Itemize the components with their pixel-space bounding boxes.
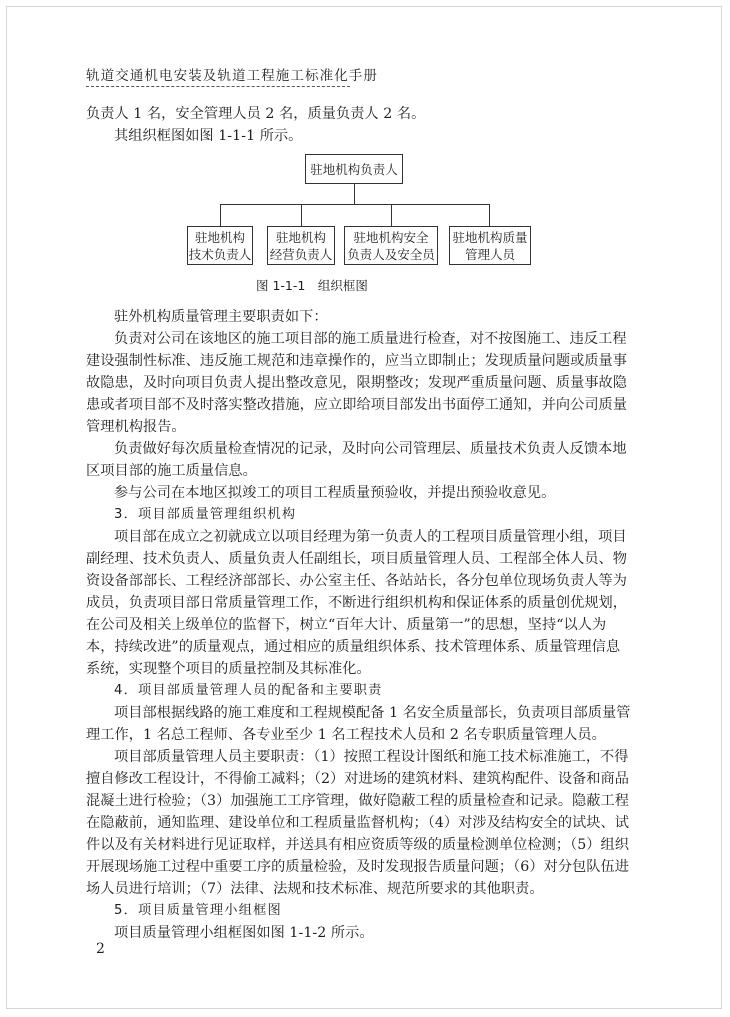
page-number: 2 bbox=[96, 941, 105, 957]
org-connector-drop bbox=[220, 204, 221, 226]
org-child-box bbox=[267, 226, 335, 265]
paragraph-line: 混凝土进行检验；（3）加强施工工序管理，做好隐蔽工程的质量检查和记录。隐蔽工程 bbox=[86, 793, 630, 809]
paragraph-line: 项目部质量管理人员主要职责：（1）按照工程设计图纸和施工技术标准施工，不得 bbox=[114, 749, 629, 765]
paragraph-line: 项目部在成立之初就成立以项目经理为第一负责人的工程项目质量管理小组，项目 bbox=[114, 529, 627, 545]
paragraph-line: 负责做好每次质量检查情况的记录，及时向公司管理层、质量技术负责人反馈本地 bbox=[114, 441, 627, 457]
paragraph-line: 项目质量管理小组框图如图 1-1-2 所示。 bbox=[114, 925, 374, 941]
org-root-box bbox=[305, 154, 403, 184]
org-child-label: 驻地机构 bbox=[194, 229, 245, 245]
org-root-label: 驻地机构负责人 bbox=[310, 161, 398, 177]
paragraph-line: 开展现场施工过程中重要工序的质量检验，及时发现报告质量问题；（6）对分包队伍进 bbox=[86, 859, 630, 875]
paragraph-line: 擅自修改工程设计，不得偷工减料；（2）对进场的建筑材料、建筑构配件、设备和商品 bbox=[86, 771, 630, 787]
org-child-label: 技术负责人 bbox=[188, 246, 252, 262]
org-connector-vertical bbox=[354, 184, 355, 204]
paragraph-line: 资设备部部长、工程经济部部长、办公室主任、各站站长，各分包单位现场负责人等为 bbox=[86, 573, 628, 589]
section-heading-5: 5．项目质量管理小组框图 bbox=[114, 903, 282, 918]
section-heading-3: 3．项目部质量管理组织机构 bbox=[114, 507, 297, 522]
org-child-label: 驻地机构安全 bbox=[353, 229, 429, 245]
org-child-label: 经营负责人 bbox=[269, 246, 333, 262]
org-connector-horizontal bbox=[220, 204, 490, 205]
section-heading-4: 4．项目部质量管理人员的配备和主要职责 bbox=[114, 683, 383, 698]
running-header: 轨道交通机电安装及轨道工程施工标准化手册 bbox=[86, 68, 378, 84]
paragraph-line: 参与公司在本地区拟竣工的项目工程质量预验收，并提出预验收意见。 bbox=[114, 485, 556, 501]
paragraph-line: 区项目部的施工质量信息。 bbox=[86, 463, 257, 479]
paragraph-line: 件以及有关材料进行见证取样，并送具有相应资质等级的质量检测单位检测；（5）组织 bbox=[86, 837, 630, 853]
paragraph-line: 场人员进行培训；（7）法律、法规和技术标准、规范所要求的其他职责。 bbox=[86, 881, 544, 897]
paragraph-line: 项目部根据线路的施工难度和工程规模配备 1 名安全质量部长，负责项目部质量管 bbox=[114, 705, 631, 721]
paragraph-line: 患或者项目部不及时落实整改措施，应立即给项目部发出书面停工通知，并向公司质量 bbox=[86, 397, 628, 413]
paragraph-line: 系统，实现整个项目的质量控制及其标准化。 bbox=[86, 661, 371, 677]
paragraph-line: 故隐患，及时向项目负责人提出整改意见，限期整改；发现严重质量问题、质量事故隐 bbox=[86, 375, 628, 391]
paragraph-line: 负责对公司在该地区的施工项目部的施工质量进行检查，对不按图施工、违反工程 bbox=[114, 331, 627, 347]
org-child-label: 管理人员 bbox=[464, 246, 515, 262]
header-rule bbox=[86, 86, 350, 87]
paragraph-line: 驻外机构质量管理主要职责如下： bbox=[114, 309, 328, 325]
org-child-label: 驻地机构 bbox=[275, 229, 326, 245]
intro-line-1: 负责人 1 名，安全管理人员 2 名，质量负责人 2 名。 bbox=[86, 106, 426, 122]
paragraph-line: 在公司及相关上级单位的监督下，树立“百年大计、质量第一”的思想，坚持“以人为 bbox=[86, 617, 607, 633]
org-child-label: 驻地机构质量 bbox=[452, 229, 528, 245]
org-child-label: 负责人及安全员 bbox=[347, 246, 435, 262]
figure-caption: 图 1-1-1 组织框图 bbox=[256, 278, 368, 293]
paragraph-line: 建设强制性标准、违反施工规范和违章操作的，应当立即制止；发现质量问题或质量事 bbox=[86, 353, 628, 369]
paragraph-line: 在隐蔽前，通知监理、建设单位和工程质量监督机构；（4）对涉及结构安全的试块、试 bbox=[86, 815, 630, 831]
paragraph-line: 成员，负责项目部日常质量管理工作，不断进行组织机构和保证体系的质量创优规划， bbox=[86, 595, 628, 611]
paragraph-line: 理工作，1 名总工程师、各专业至少 1 名工程技术人员和 2 名专职质量管理人员。 bbox=[86, 727, 606, 743]
org-connector-drop bbox=[489, 204, 490, 226]
org-connector-drop bbox=[391, 204, 392, 226]
paragraph-line: 副经理、技术负责人、质量负责人任副组长，项目质量管理人员、工程部全体人员、物 bbox=[86, 551, 628, 567]
org-child-box bbox=[187, 226, 253, 265]
org-child-box bbox=[344, 226, 438, 265]
paragraph-line: 管理机构报告。 bbox=[86, 419, 186, 435]
paragraph-line: 本，持续改进”的质量观点，通过相应的质量组织体系、技术管理体系、质量管理信息 bbox=[86, 639, 621, 655]
org-child-box bbox=[449, 226, 531, 265]
org-connector-drop bbox=[301, 204, 302, 226]
intro-line-2: 其组织框图如图 1-1-1 所示。 bbox=[114, 128, 303, 144]
